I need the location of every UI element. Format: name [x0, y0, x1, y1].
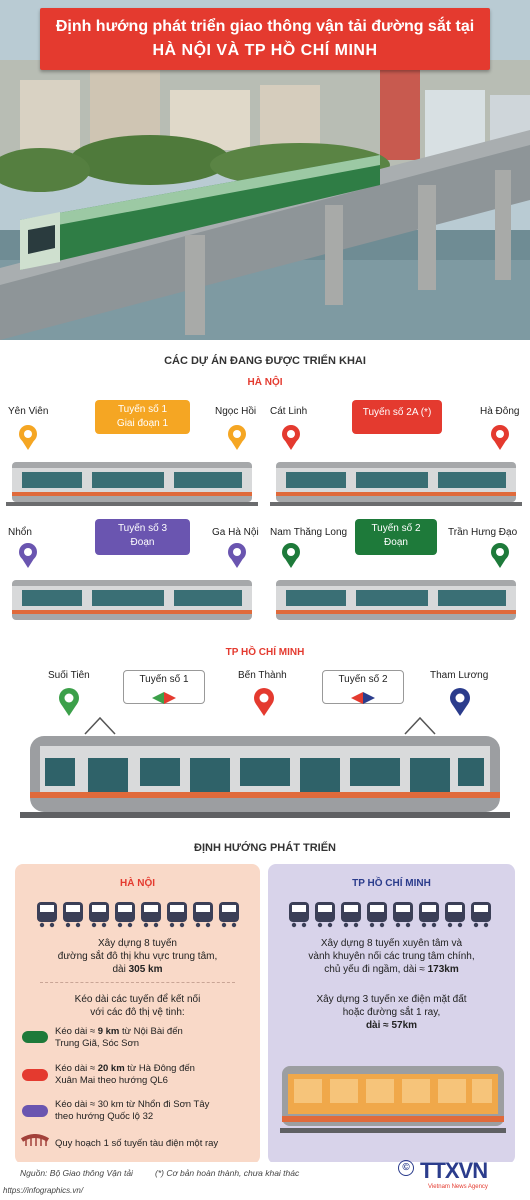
- title-banner: [40, 8, 490, 70]
- copyright-icon: ©: [398, 1160, 414, 1176]
- station-label: Bến Thành: [238, 670, 287, 681]
- pin-icon: [491, 543, 509, 568]
- text-line: Xây dựng 8 tuyến xuyên tâm và: [320, 938, 463, 949]
- hanoi-trains-graphic: [0, 420, 530, 620]
- train-icon: [6, 462, 258, 506]
- line-tag-name: Tuyến số 2A (*): [362, 407, 432, 418]
- text-line: đường sắt đô thị khu vực trung tâm,: [57, 951, 218, 962]
- line-2-marker-icon: [351, 692, 375, 704]
- line-tag-sub: Giai đoạn 1: [116, 418, 169, 429]
- line-tag-name: Tuyến số 1: [117, 404, 168, 415]
- hcm-line-2-name: Tuyến số 2: [338, 674, 388, 685]
- line-tag-sub: Đoạn: [384, 537, 408, 548]
- small-train-icon: [419, 902, 439, 927]
- legend-value: 20 km: [97, 1063, 125, 1074]
- monorail-plan-text: Quy hoạch 1 số tuyến tàu điện một ray: [55, 1138, 219, 1149]
- train-row-icons: [287, 900, 497, 930]
- train-icon: [270, 462, 522, 506]
- hcm-build-text: [268, 937, 515, 976]
- ttxvn-logo: TTXVN: [420, 1158, 488, 1183]
- projects-hanoi-label: HÀ NỘI: [247, 377, 283, 388]
- source-text: Nguồn: Bộ Giao thông Vận tải: [20, 1168, 133, 1178]
- small-train-icon: [341, 902, 361, 927]
- text-line: vành khuyên nối các trung tâm chính,: [308, 951, 475, 962]
- legend-value: 9 km: [97, 1026, 120, 1037]
- small-train-icon: [471, 902, 491, 927]
- length-value: dài ≈ 57km: [365, 1020, 418, 1031]
- train-row-icons: [35, 900, 245, 930]
- text-line: theo hướng Quốc lộ 32: [55, 1111, 154, 1122]
- pin-icon: [228, 425, 246, 450]
- pin-icon: [254, 688, 274, 716]
- train-icon: [6, 580, 258, 620]
- pin-icon: [59, 688, 79, 716]
- text-line: Kéo dài các tuyến để kết nối: [74, 994, 201, 1005]
- small-train-icon: [89, 902, 109, 927]
- small-train-icon: [445, 902, 465, 927]
- pin-icon: [19, 425, 37, 450]
- station-to: Ngọc Hồi: [215, 406, 257, 417]
- text-line: [268, 963, 515, 976]
- small-train-icon: [289, 902, 309, 927]
- line-tag-name: Tuyến số 2: [371, 523, 421, 534]
- station-from: Cát Linh: [270, 406, 308, 417]
- pin-icon: [491, 425, 509, 450]
- hcm-line-1-name: Tuyến số 1: [139, 674, 189, 685]
- small-train-icon: [37, 902, 57, 927]
- small-train-icon: [63, 902, 83, 927]
- hcm-train-graphic: [0, 684, 530, 824]
- banner-title-line2: HÀ NỘI VÀ TP HỒ CHÍ MINH: [152, 42, 378, 59]
- site-url[interactable]: https://infographics.vn/: [3, 1186, 84, 1195]
- pantograph-icon: [85, 718, 435, 734]
- text-line: Kéo dài ≈ 30 km từ Nhổn đi Sơn Tây: [55, 1099, 210, 1110]
- hcm-tram-text: [268, 993, 515, 1032]
- text-line: Xây dựng 3 tuyến xe điện mặt đất: [316, 994, 467, 1005]
- monorail-icon: [20, 1134, 50, 1150]
- text-line: với các đô thị vệ tinh:: [90, 1007, 185, 1018]
- text-line: hoặc đường sắt 1 ray,: [342, 1007, 441, 1018]
- tram-icon: [280, 1054, 506, 1144]
- small-train-icon: [193, 902, 213, 927]
- station-from: Yên Viên: [8, 406, 49, 417]
- ttxvn-logo-sub: Vietnam News Agency: [428, 1184, 488, 1190]
- footnote-text: (*) Cơ bản hoàn thành, chưa khai thác: [155, 1168, 300, 1178]
- pin-icon: [282, 543, 300, 568]
- text-line: [15, 963, 260, 976]
- line-tag-sub: Đoạn: [130, 537, 155, 548]
- pin-icon: [228, 543, 246, 568]
- line-1-marker-icon: [152, 692, 176, 704]
- station-from: Nhổn: [8, 527, 32, 538]
- projects-hcm-label: TP HỒ CHÍ MINH: [225, 647, 305, 658]
- text-span: chủ yếu đi ngầm, dài ≈: [324, 964, 428, 975]
- hanoi-build-text: [15, 937, 260, 976]
- divider: [40, 982, 235, 983]
- text-span: Kéo dài ≈: [55, 1063, 98, 1074]
- hanoi-extend-text: [15, 993, 260, 1019]
- orientation-section-title: ĐỊNH HƯỚNG PHÁT TRIỂN: [194, 842, 336, 854]
- station-label: Tham Lương: [430, 670, 489, 681]
- pin-icon: [19, 543, 37, 568]
- small-train-icon: [393, 902, 413, 927]
- length-value: 173km: [427, 964, 459, 975]
- text-span: Kéo dài ≈: [55, 1026, 98, 1037]
- text-span: từ Hà Đông đến: [124, 1063, 195, 1074]
- pin-icon: [282, 425, 300, 450]
- legend-swatch: [22, 1031, 48, 1043]
- length-value: 305 km: [128, 964, 163, 975]
- text-line: Xây dựng 8 tuyến: [98, 938, 177, 949]
- train-icon: [270, 580, 522, 620]
- small-train-icon: [367, 902, 387, 927]
- orient-hanoi-label: HÀ NỘI: [120, 878, 155, 889]
- small-train-icon: [141, 902, 161, 927]
- legend-swatch: [22, 1105, 48, 1117]
- banner-title-line1: Định hướng phát triển giao thông vận tải đường sắt tại: [55, 18, 475, 35]
- station-to: Ga Hà Nội: [212, 527, 259, 538]
- pin-icon: [450, 688, 470, 716]
- text-span: dài: [112, 964, 129, 975]
- line-tag-name: Tuyến số 3: [117, 523, 168, 534]
- small-train-icon: [167, 902, 187, 927]
- legend-text: [55, 1099, 209, 1123]
- station-to: Hà Đông: [480, 406, 520, 417]
- small-train-icon: [219, 902, 239, 927]
- small-train-icon: [115, 902, 135, 927]
- orient-hcm-label: TP HỒ CHÍ MINH: [352, 878, 431, 889]
- projects-section-title: CÁC DỰ ÁN ĐANG ĐƯỢC TRIỂN KHAI: [164, 355, 366, 367]
- text-line: Xuân Mai theo hướng QL6: [55, 1075, 168, 1086]
- small-train-icon: [315, 902, 335, 927]
- train-icon: [20, 736, 510, 818]
- station-label: Suối Tiên: [48, 670, 90, 681]
- legend-text: [55, 1063, 195, 1087]
- text-line: Trung Giã, Sóc Sơn: [55, 1038, 140, 1049]
- station-from: Nam Thăng Long: [270, 527, 348, 538]
- station-to: Trần Hưng Đạo: [448, 527, 518, 538]
- text-span: từ Nội Bài đến: [119, 1026, 183, 1037]
- legend-text: [55, 1026, 183, 1050]
- legend-swatch: [22, 1069, 48, 1081]
